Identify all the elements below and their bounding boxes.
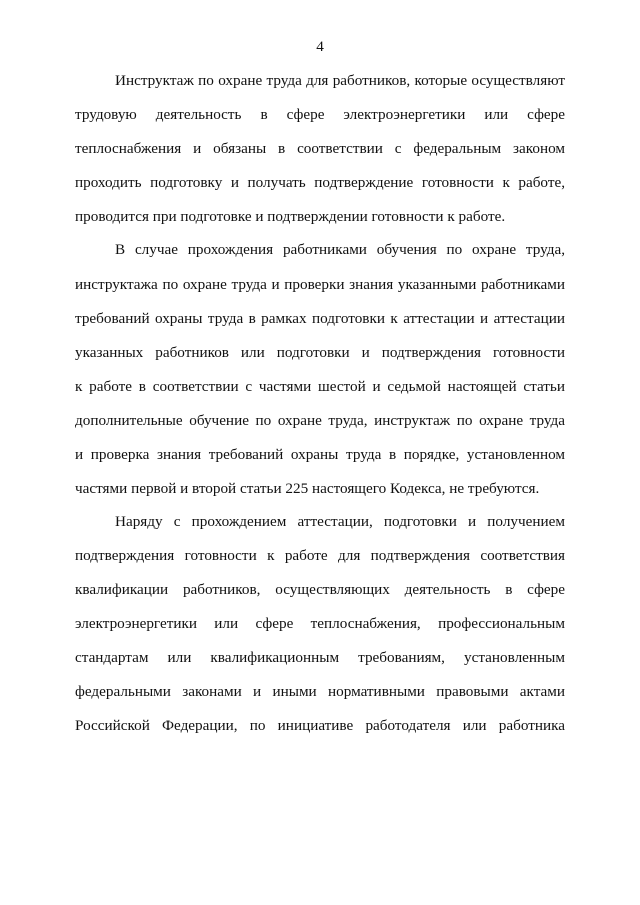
paragraph-2-line-6: дополнительные обучение по охране труда, инструктаж по охране труда <box>75 412 565 429</box>
paragraph-3-line-1: Наряду с прохождением аттестации, подготовки и получением <box>115 513 565 530</box>
paragraph-2-line-1: В случае прохождения работниками обучения по охране труда, <box>115 241 565 258</box>
paragraph-1-line-5: проводится при подготовке и подтверждении готовности к работе. <box>75 208 506 225</box>
paragraph-2-line-3: требований охраны труда в рамках подготовки к аттестации и аттестации <box>75 310 565 327</box>
paragraph-2-line-4: указанных работников или подготовки и подтверждения готовности <box>75 344 565 361</box>
paragraph-3-line-6: федеральными законами и иными нормативными правовыми актами <box>75 683 565 700</box>
paragraph-3-line-7: Российской Федерации, по инициативе работодателя или работника <box>75 717 565 734</box>
paragraph-1-line-1: Инструктаж по охране труда для работников, которые осуществляют <box>115 72 565 89</box>
paragraph-2-line-2: инструктажа по охране труда и проверки знания указанными работниками <box>75 276 565 293</box>
paragraph-2-line-8: частями первой и второй статьи 225 настоящего Кодекса, не требуются. <box>75 480 540 497</box>
paragraph-3-line-4: электроэнергетики или сфере теплоснабжения, профессиональным <box>75 615 565 632</box>
paragraph-3-line-2: подтверждения готовности к работе для подтверждения соответствия <box>75 547 565 564</box>
paragraph-2-line-5: к работе в соответствии с частями шестой и седьмой настоящей статьи <box>75 378 565 395</box>
paragraph-3-line-3: квалификации работников, осуществляющих деятельность в сфере <box>75 581 565 598</box>
paragraph-2-line-7: и проверка знания требований охраны труда в порядке, установленном <box>75 446 565 463</box>
paragraph-1-line-4: проходить подготовку и получать подтверждение готовности к работе, <box>75 174 565 191</box>
page-number: 4 <box>316 38 324 55</box>
paragraph-1-line-3: теплоснабжения и обязаны в соответствии с федеральным законом <box>75 140 565 157</box>
paragraph-1-line-2: трудовую деятельность в сфере электроэнергетики или сфере <box>75 106 565 123</box>
paragraph-3-line-5: стандартам или квалификационным требованиям, установленным <box>75 649 565 666</box>
